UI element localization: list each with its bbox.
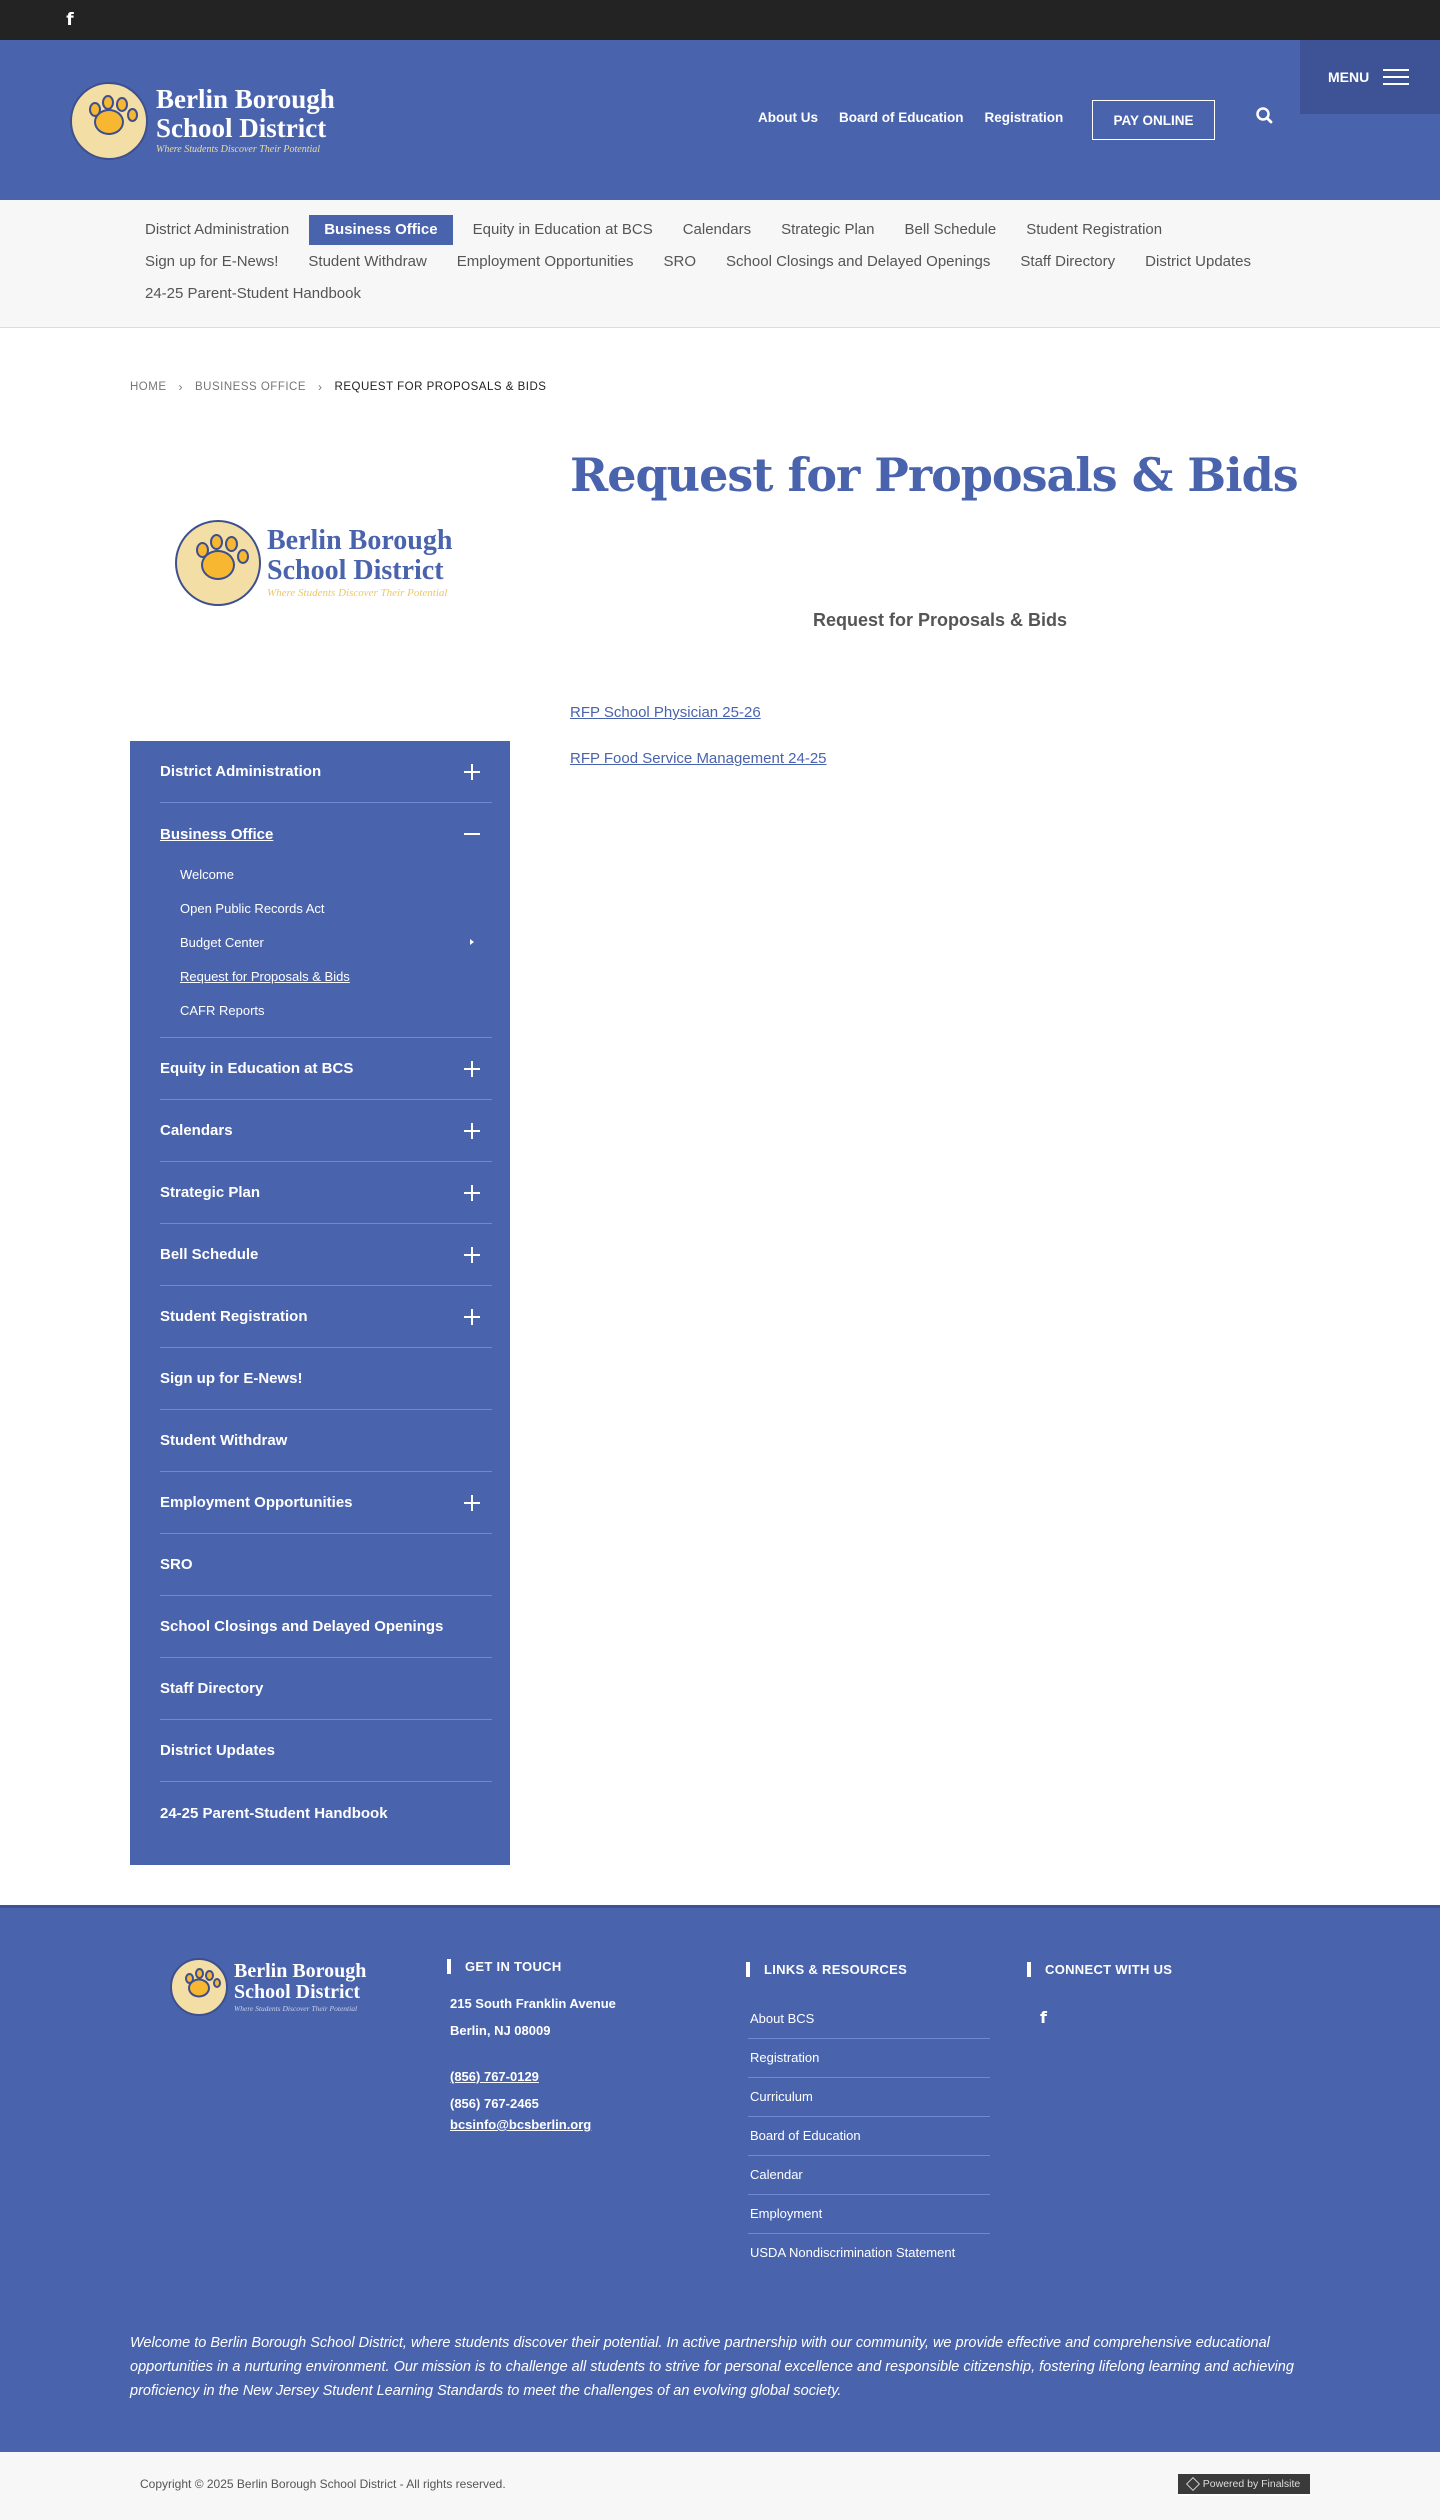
expand-plus-icon[interactable] — [464, 1247, 480, 1263]
subnav-district-updates[interactable]: District Updates — [1145, 253, 1252, 270]
brand-line-1: Berlin Borough — [156, 84, 335, 114]
subnav-equity-in-education[interactable]: Equity in Education at BCS — [472, 221, 653, 238]
rfp-school-physician-link[interactable]: RFP School Physician 25-26 — [570, 704, 761, 721]
sidebar-item-student-registration[interactable]: Student Registration — [160, 1286, 492, 1348]
subnav-school-closings[interactable]: School Closings and Delayed Openings — [726, 253, 991, 270]
chevron-right-icon: › — [178, 380, 183, 394]
breadcrumb-business-office[interactable]: BUSINESS OFFICE — [195, 381, 307, 393]
address-line-1: 215 South Franklin Avenue — [450, 1996, 616, 2011]
sidebar-item-equity-in-education[interactable]: Equity in Education at BCS — [160, 1038, 492, 1100]
subnav-sro[interactable]: SRO — [663, 253, 697, 270]
subnav-student-registration[interactable]: Student Registration — [1026, 221, 1163, 238]
sidebar-item-district-administration[interactable]: District Administration — [160, 741, 492, 803]
brand-line-2: School District — [156, 113, 327, 143]
sidebar-district-logo — [175, 520, 452, 606]
lion-paw-seal-icon — [170, 1958, 228, 2016]
brand-tagline: Where Students Discover Their Potential — [234, 2003, 358, 2013]
footer-links-list — [748, 2000, 990, 2273]
expand-plus-icon[interactable] — [464, 764, 480, 780]
sidebar-item-employment-opportunities[interactable]: Employment Opportunities — [160, 1472, 492, 1534]
copyright-text: Copyright © 2025 Berlin Borough School District - All rights reserved. — [140, 2477, 506, 2491]
subnav-sign-up-enews[interactable]: Sign up for E-News! — [145, 253, 279, 270]
connect-heading: CONNECT WITH US — [1027, 1962, 1172, 1977]
subnav-calendars[interactable]: Calendars — [682, 221, 752, 238]
brand-line-1: Berlin Borough — [267, 525, 453, 556]
submenu-arrow-icon[interactable] — [470, 939, 474, 945]
links-resources-heading: LINKS & RESOURCES — [746, 1962, 907, 1977]
facebook-icon[interactable]: f — [66, 10, 74, 30]
brand-tagline: Where Students Discover Their Potential — [267, 587, 448, 599]
sidebar-item-strategic-plan[interactable]: Strategic Plan — [160, 1162, 492, 1224]
sidebar-item-district-updates[interactable]: District Updates — [160, 1720, 492, 1782]
footer-link-usda-statement[interactable]: USDA Nondiscrimination Statement — [750, 2245, 956, 2260]
sidebar-subitem-cafr-reports[interactable]: CAFR Reports — [180, 1002, 265, 1018]
sidebar-item-bell-schedule[interactable]: Bell Schedule — [160, 1224, 492, 1286]
section-subnav — [0, 200, 1440, 328]
menu-button[interactable] — [1300, 40, 1440, 114]
chevron-right-icon: › — [318, 380, 323, 394]
footer-link-employment[interactable]: Employment — [748, 2195, 990, 2234]
utility-nav — [758, 110, 1063, 125]
sidebar-link-business-office[interactable]: Business Office — [160, 825, 274, 843]
site-footer — [0, 1905, 1440, 2452]
subnav-student-withdraw[interactable]: Student Withdraw — [308, 253, 427, 270]
utility-link-board-of-education[interactable]: Board of Education — [839, 110, 964, 125]
sidebar-item-calendars[interactable]: Calendars — [160, 1100, 492, 1162]
breadcrumb-current: REQUEST FOR PROPOSALS & BIDS — [334, 381, 547, 393]
social-bar — [0, 0, 1440, 40]
finalsite-logo-icon — [1186, 2477, 1200, 2491]
subnav-employment-opportunities[interactable]: Employment Opportunities — [456, 253, 634, 270]
breadcrumb-home[interactable]: HOME — [130, 381, 167, 393]
expand-plus-icon[interactable] — [464, 1495, 480, 1511]
footer-link-about-bcs[interactable]: About BCS — [748, 2000, 990, 2039]
copyright-bar — [0, 2452, 1440, 2520]
mission-statement: Welcome to Berlin Borough School District, where students discover their potential. In active partnership with our community, we provide effective and comprehensive educational opportunities in a nurturing environment. Our mission is to challenge all students to strive for personal excellence and responsible citizenship, fostering lifelong learning and achieving proficiency in the New Jersey Student Learning Standards to meet the challenges of an evolving global society. — [130, 2335, 1294, 2399]
search-icon[interactable] — [1255, 106, 1275, 126]
brand-tagline: Where Students Discover Their Potential — [156, 144, 321, 155]
footer-link-registration[interactable]: Registration — [748, 2039, 990, 2078]
sidebar-item-sro[interactable]: SRO — [160, 1534, 492, 1596]
subnav-business-office[interactable]: Business Office — [309, 215, 452, 245]
sidebar-item-staff-directory[interactable]: Staff Directory — [160, 1658, 492, 1720]
sidebar-subitem-budget-center[interactable]: Budget Center — [180, 925, 492, 959]
sidebar-item-business-office — [160, 803, 492, 1038]
expand-plus-icon[interactable] — [464, 1185, 480, 1201]
sidebar-subitems — [160, 857, 492, 1027]
facebook-icon[interactable]: f — [1040, 2008, 1047, 2027]
pay-online-button[interactable]: PAY ONLINE — [1092, 100, 1215, 140]
footer-district-logo[interactable] — [170, 1958, 366, 2016]
expand-plus-icon[interactable] — [464, 1309, 480, 1325]
site-header — [0, 40, 1440, 200]
breadcrumb — [130, 380, 546, 394]
address-line-2: Berlin, NJ 08009 — [450, 2023, 551, 2038]
footer-link-board-of-education[interactable]: Board of Education — [748, 2117, 990, 2156]
email-link[interactable]: bcsinfo@bcsberlin.org — [450, 2117, 592, 2132]
sidebar-item-parent-student-handbook[interactable]: 24-25 Parent-Student Handbook — [160, 1804, 388, 1822]
expand-plus-icon[interactable] — [464, 1123, 480, 1139]
district-logo[interactable] — [70, 82, 335, 160]
rfp-food-service-link[interactable]: RFP Food Service Management 24-25 — [570, 750, 827, 767]
sidebar-item-school-closings[interactable]: School Closings and Delayed Openings — [160, 1596, 492, 1658]
brand-line-1: Berlin Borough — [234, 1959, 367, 1982]
utility-link-registration[interactable]: Registration — [984, 110, 1064, 125]
utility-link-about-us[interactable]: About Us — [758, 110, 818, 125]
sidebar-item-sign-up-enews[interactable]: Sign up for E-News! — [160, 1348, 492, 1410]
footer-link-calendar[interactable]: Calendar — [748, 2156, 990, 2195]
get-in-touch-heading: GET IN TOUCH — [447, 1959, 562, 1974]
powered-by-finalsite-badge[interactable]: Powered by Finalsite — [1178, 2474, 1310, 2496]
footer-link-curriculum[interactable]: Curriculum — [748, 2078, 990, 2117]
sidebar-subitem-welcome[interactable]: Welcome — [180, 866, 234, 882]
menu-label: MENU — [1328, 69, 1370, 85]
brand-line-2: School District — [234, 1980, 361, 2003]
sidebar-subitem-rfp-bids[interactable]: Request for Proposals & Bids — [180, 968, 350, 984]
hamburger-icon — [1383, 69, 1409, 85]
subnav-parent-student-handbook[interactable]: 24-25 Parent-Student Handbook — [145, 285, 361, 302]
lion-paw-seal-icon — [175, 520, 261, 606]
sidebar-subitem-opra[interactable]: Open Public Records Act — [180, 900, 325, 916]
brand-line-2: School District — [267, 555, 444, 586]
lion-paw-seal-icon — [70, 82, 148, 160]
page-title: Request for Proposals & Bids — [570, 448, 1298, 502]
sidebar-nav — [130, 741, 510, 1865]
fax-number: (856) 767-2465 — [450, 2096, 539, 2111]
collapse-minus-icon[interactable] — [464, 826, 480, 842]
expand-plus-icon[interactable] — [464, 1061, 480, 1077]
subnav-staff-directory[interactable]: Staff Directory — [1020, 253, 1116, 270]
subnav-bell-schedule[interactable]: Bell Schedule — [904, 221, 997, 238]
content-heading: Request for Proposals & Bids — [812, 610, 1068, 630]
sidebar-item-student-withdraw[interactable]: Student Withdraw — [160, 1410, 492, 1472]
subnav-strategic-plan[interactable]: Strategic Plan — [781, 221, 875, 238]
subnav-district-administration[interactable]: District Administration — [145, 221, 290, 238]
phone-link[interactable]: (856) 767-0129 — [450, 2069, 539, 2084]
